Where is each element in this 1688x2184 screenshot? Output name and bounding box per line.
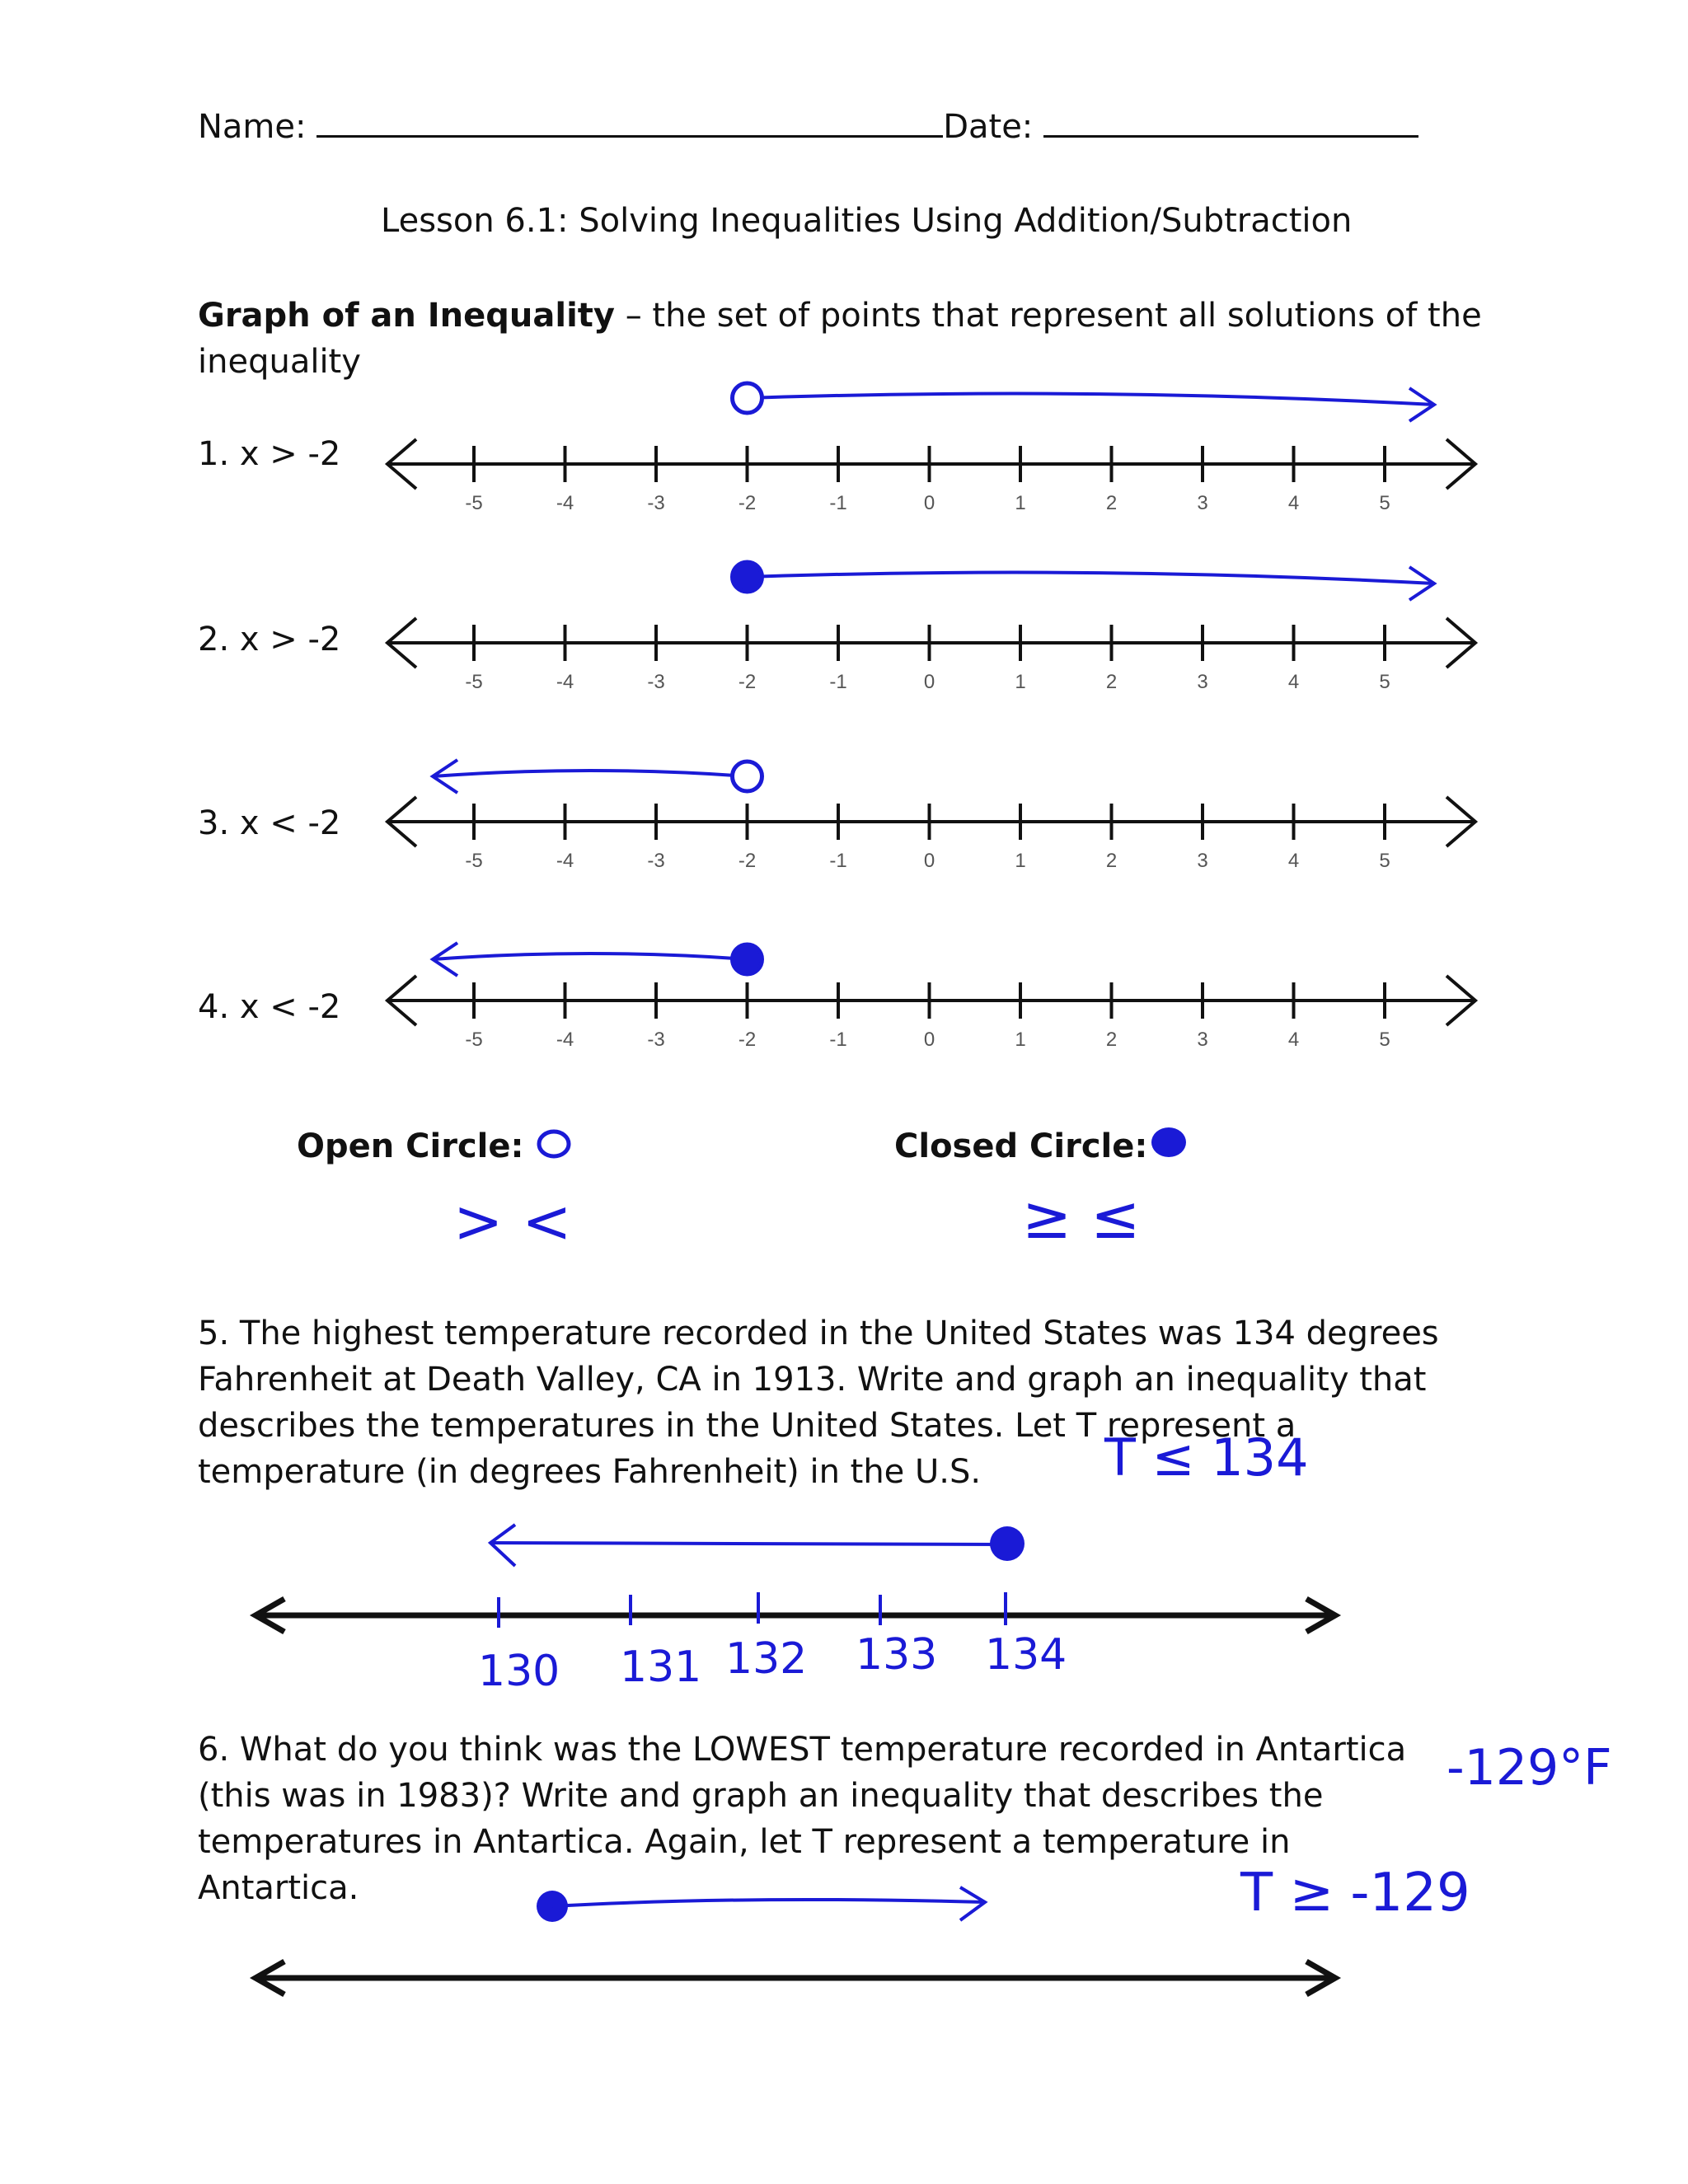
tick-label: -1 bbox=[829, 671, 847, 693]
tick-label: 1 bbox=[1015, 671, 1026, 693]
date-label: Date: bbox=[943, 108, 1034, 146]
p5-tick-131: 131 bbox=[620, 1643, 702, 1692]
tick-label: -4 bbox=[556, 671, 574, 693]
number-line-2 bbox=[387, 562, 1475, 693]
tick-label: 0 bbox=[923, 1029, 935, 1051]
tick-label: 5 bbox=[1379, 850, 1390, 872]
open-circle-symbols: > < bbox=[453, 1187, 572, 1256]
tick-label: 3 bbox=[1197, 671, 1208, 693]
tick-label: -3 bbox=[647, 492, 665, 514]
tick-label: 2 bbox=[1105, 492, 1118, 514]
closed-circle bbox=[733, 944, 762, 974]
name-label: Name: bbox=[198, 108, 307, 146]
closed-circle-example bbox=[1151, 1127, 1186, 1157]
closed-circle-label: Closed Circle: bbox=[894, 1127, 1148, 1165]
problem-6-guess: -129°F bbox=[1447, 1739, 1612, 1797]
number-line-4 bbox=[387, 943, 1475, 1051]
tick-label: 1 bbox=[1015, 492, 1026, 514]
tick-label: 5 bbox=[1379, 1029, 1390, 1051]
problem-5-text: 5. The highest temperature recorded in the United States was 134 degrees Fahrenheit at Death Valley, CA in 1913. Write and graph an inequality that describes the temperatures in the United States. Let T represent a temperature (in degrees Fahrenheit) in the U.S. bbox=[198, 1315, 1439, 1491]
tick-label: -4 bbox=[556, 850, 574, 872]
tick-label: -1 bbox=[829, 850, 847, 872]
tick-label: 3 bbox=[1197, 1029, 1208, 1051]
tick-label: 4 bbox=[1287, 492, 1300, 514]
tick-label: 0 bbox=[923, 671, 935, 693]
tick-label: -4 bbox=[556, 492, 574, 514]
tick-label: -3 bbox=[647, 1029, 665, 1051]
open-circle-example bbox=[539, 1132, 569, 1156]
p5-tick-132: 132 bbox=[725, 1634, 808, 1684]
p5-tick-130: 130 bbox=[478, 1647, 560, 1696]
tick-label: -5 bbox=[465, 671, 483, 693]
tick-label: 5 bbox=[1379, 671, 1390, 693]
solution-ray bbox=[748, 573, 1435, 583]
tick-label: 0 bbox=[923, 850, 935, 872]
number-line-1 bbox=[387, 383, 1475, 514]
tick-label: -5 bbox=[465, 492, 483, 514]
tick-label: -4 bbox=[556, 1029, 574, 1051]
tick-label: 4 bbox=[1287, 671, 1300, 693]
tick-label: -5 bbox=[465, 850, 483, 872]
inequality-2-label: 2. x > -2 bbox=[198, 621, 341, 658]
solution-ray bbox=[433, 771, 748, 776]
solution-ray bbox=[748, 394, 1435, 405]
tick-label: 5 bbox=[1379, 492, 1390, 514]
problem-5-answer: T ≤ 134 bbox=[1104, 1427, 1309, 1488]
number-line-3 bbox=[387, 760, 1475, 872]
open-circle bbox=[733, 762, 762, 791]
tick-label: 3 bbox=[1197, 850, 1208, 872]
tick-label: 0 bbox=[923, 492, 935, 514]
solution-ray bbox=[433, 954, 748, 959]
tick-label: 3 bbox=[1197, 492, 1208, 514]
p5-tick-133: 133 bbox=[856, 1630, 938, 1680]
inequality-3-label: 3. x < -2 bbox=[198, 804, 341, 842]
problem5-ray bbox=[490, 1543, 1006, 1544]
closed-circle bbox=[733, 562, 762, 592]
page-title: Lesson 6.1: Solving Inequalities Using Addition/Subtraction bbox=[381, 202, 1353, 240]
definition-text: – the set of points that represent all solutions of the inequality bbox=[198, 297, 1482, 381]
problem-6-answer: T ≥ -129 bbox=[1240, 1863, 1470, 1924]
open-circle bbox=[733, 383, 762, 413]
p5-tick-134: 134 bbox=[985, 1630, 1067, 1680]
tick-label: -2 bbox=[738, 671, 757, 693]
inequality-4-label: 4. x < -2 bbox=[198, 988, 341, 1026]
tick-label: 1 bbox=[1015, 850, 1026, 872]
problem5-number-line bbox=[256, 1525, 1335, 1632]
problem-6-text: 6. What do you think was the LOWEST temperature recorded in Antartica (this was in 1983)? Write and graph an inequality that describes the temperatures in Antartica. Again, let T represent a temperature in Antartica. bbox=[198, 1731, 1407, 1907]
tick-label: -2 bbox=[738, 492, 757, 514]
tick-label: 4 bbox=[1287, 1029, 1300, 1051]
inequality-1-label: 1. x > -2 bbox=[198, 435, 341, 473]
tick-label: -3 bbox=[647, 850, 665, 872]
tick-label: 2 bbox=[1105, 1029, 1118, 1051]
closed-circle-symbols: ≥ ≤ bbox=[1022, 1183, 1141, 1252]
tick-label: -2 bbox=[738, 1029, 757, 1051]
tick-label: -5 bbox=[465, 1029, 483, 1051]
definition-term: Graph of an Inequality bbox=[198, 297, 615, 335]
tick-label: 2 bbox=[1105, 850, 1118, 872]
problem5-closed-circle bbox=[990, 1526, 1025, 1561]
tick-label: -3 bbox=[647, 671, 665, 693]
tick-label: -1 bbox=[829, 492, 847, 514]
tick-label: 4 bbox=[1287, 850, 1300, 872]
problem5-ray-arrow bbox=[490, 1525, 515, 1566]
tick-label: -2 bbox=[738, 850, 757, 872]
tick-label: 1 bbox=[1015, 1029, 1026, 1051]
open-circle-label: Open Circle: bbox=[297, 1127, 524, 1165]
tick-label: -1 bbox=[829, 1029, 847, 1051]
problem5-ticks bbox=[499, 1592, 1006, 1628]
tick-label: 2 bbox=[1105, 671, 1118, 693]
